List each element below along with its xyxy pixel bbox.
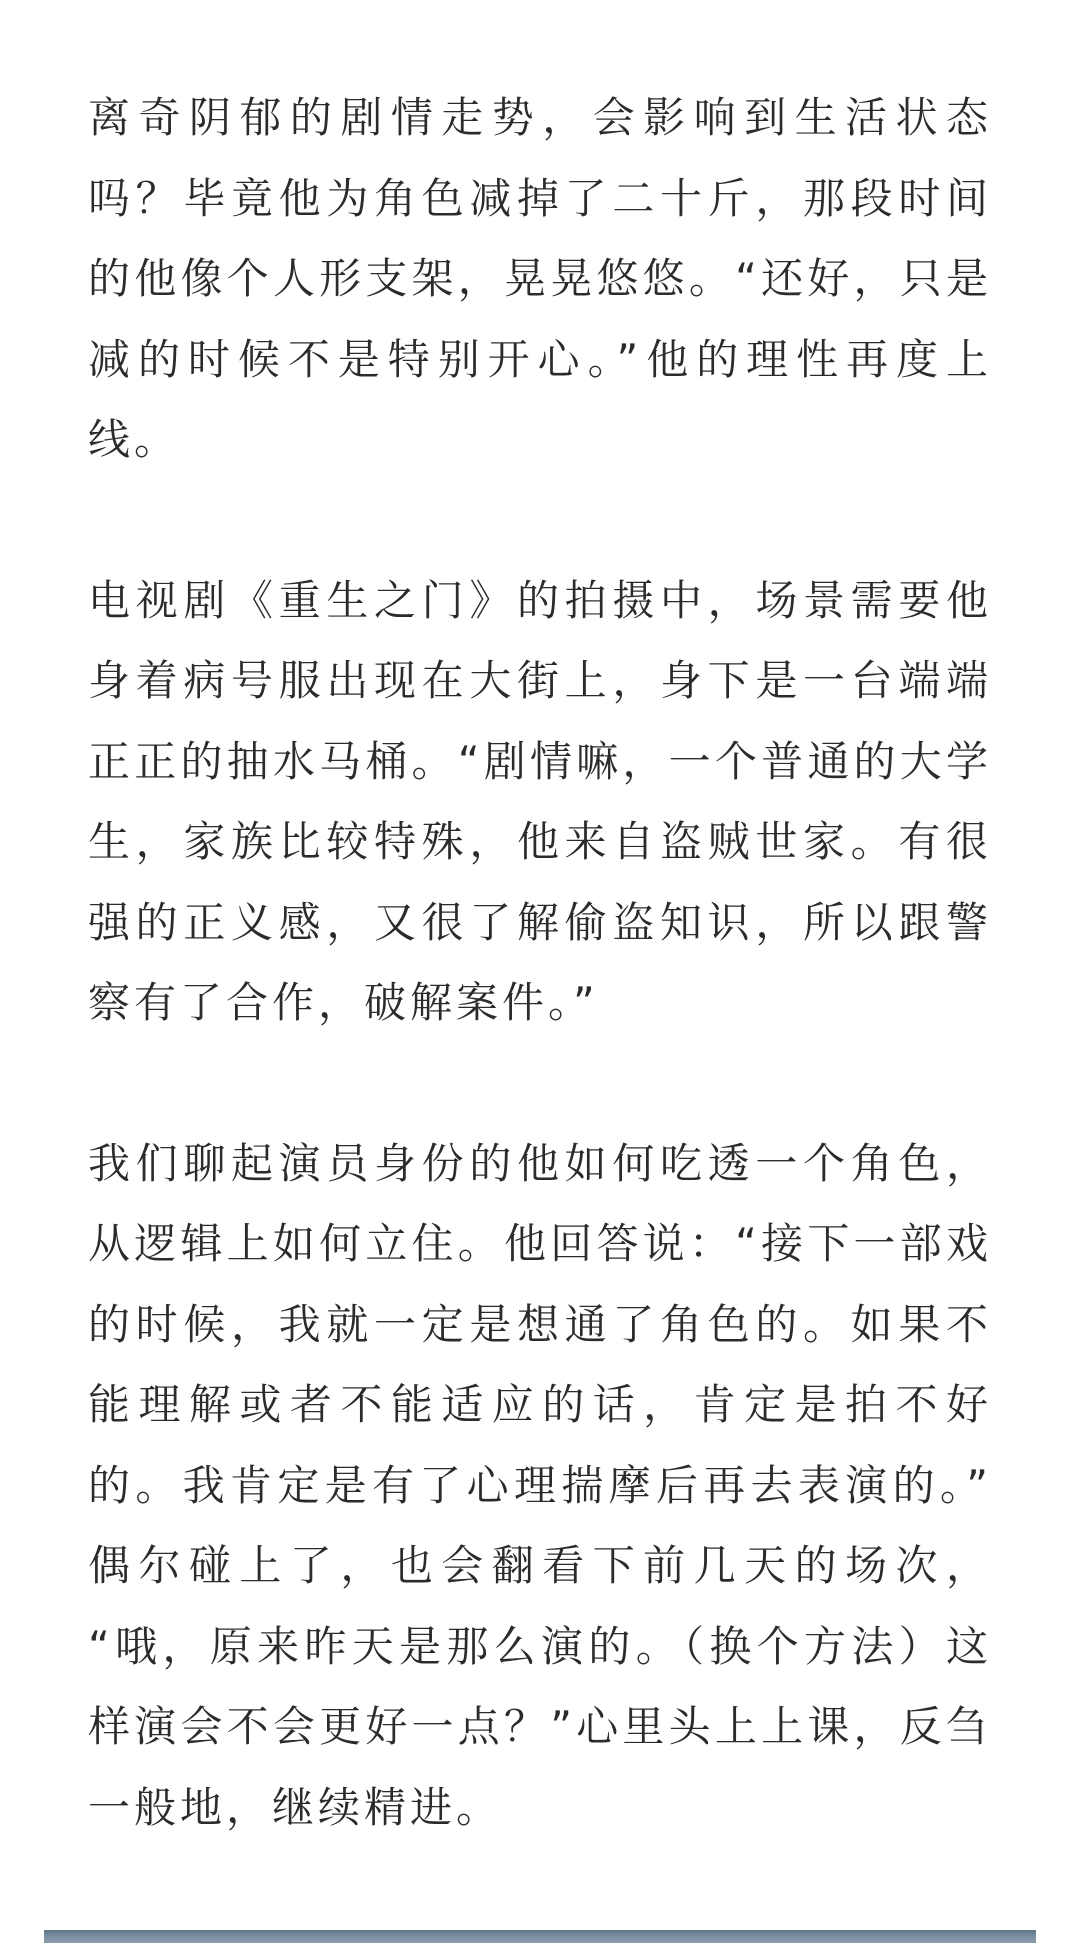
text-line: 我们聊起演员身份的他如何吃透一个角色， — [88, 1138, 992, 1188]
text-line: 能理解或者不能适应的话，肯定是拍不好 — [88, 1380, 992, 1429]
text-line: 的他像个人形支架，晃晃悠悠。“还好，只是 — [88, 254, 992, 303]
text-line: 生，家族比较特殊，他来自盗贼世家。有很 — [88, 817, 992, 866]
paragraph-1 — [88, 78, 992, 481]
text-line: 离奇阴郁的剧情走势，会影响到生活状态 — [88, 93, 992, 142]
text-line: 的。我肯定是有了心理揣摩后再去表演的。” — [88, 1460, 992, 1510]
text-line: 吗？毕竟他为角色减掉了二十斤，那段时间 — [88, 173, 992, 223]
text-line: 察有了合作，破解案件。” — [88, 978, 599, 1027]
text-line: 电视剧《重生之门》的拍摄中，场景需要他 — [88, 575, 992, 625]
text-line: 从逻辑上如何立住。他回答说：“接下一部戏 — [88, 1219, 992, 1268]
text-line: 线。 — [88, 415, 181, 464]
text-line: “哦，原来昨天是那么演的。（换个方法）这 — [88, 1621, 992, 1671]
text-line: 减的时候不是特别开心。”他的理性再度上 — [88, 334, 992, 384]
paragraph-2 — [88, 561, 992, 1044]
article-body — [88, 78, 992, 1848]
text-line: 正正的抽水马桶。“剧情嘛，一个普通的大学 — [88, 736, 992, 786]
text-line: 样演会不会更好一点？”心里头上上课，反刍 — [88, 1702, 992, 1751]
text-line: 一般地，继续精进。 — [88, 1782, 503, 1832]
text-line: 的时候，我就一定是想通了角色的。如果不 — [88, 1299, 992, 1349]
text-line: 强的正义感，又很了解偷盗知识，所以跟警 — [88, 897, 992, 947]
article-photo — [44, 1930, 1036, 1943]
paragraph-3 — [88, 1124, 992, 1849]
text-line: 身着病号服出现在大街上，身下是一台端端 — [88, 656, 992, 705]
text-line: 偶尔碰上了，也会翻看下前几天的场次， — [88, 1541, 992, 1590]
